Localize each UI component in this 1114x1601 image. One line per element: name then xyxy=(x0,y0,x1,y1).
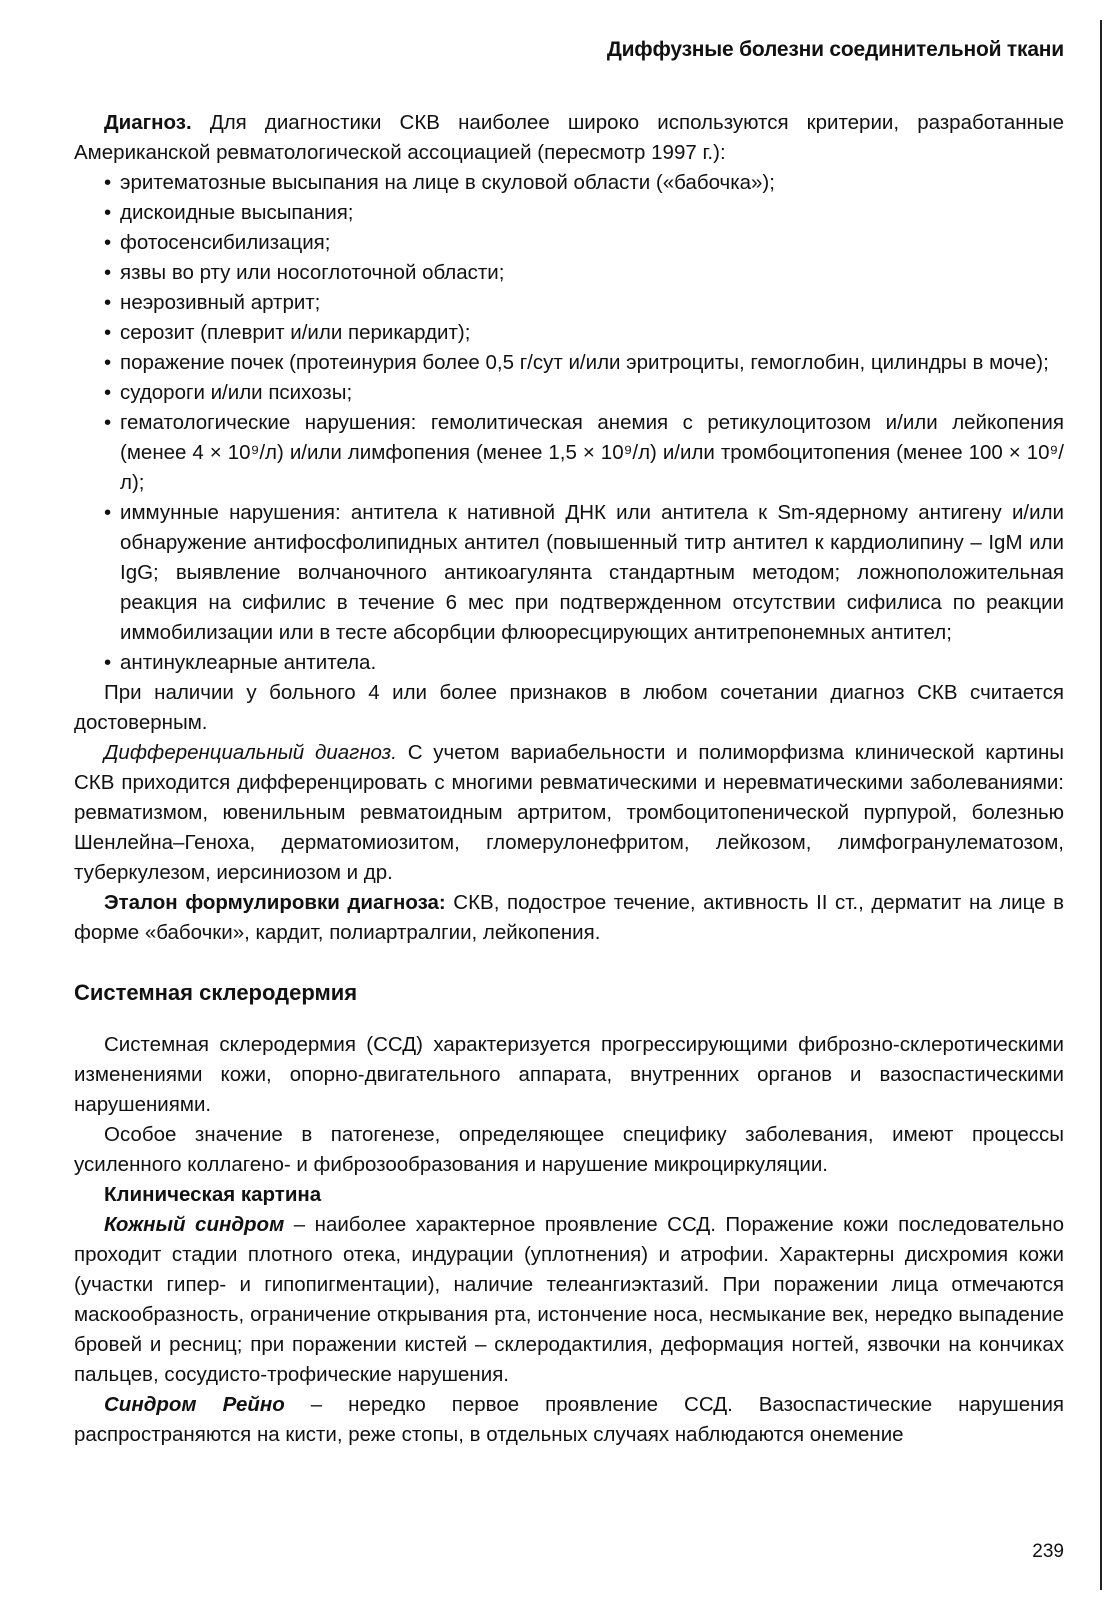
diagnosis-intro xyxy=(74,108,1064,168)
criteria-item: • фотосенсибилизация; xyxy=(74,228,1064,258)
page-number: 239 xyxy=(1032,1541,1064,1562)
book-page xyxy=(74,0,1064,1601)
skin-syndrome-text: – наиболее характерное проявление ССД. Поражение кожи последовательно проходит стадии плотного отека, индурации (уплотнения) и атрофии. Характерны дисхромия кожи (участки гипер- и гипопигментации), наличие телеангиэктазий. При поражении лица отмечаются маскообразность, ограничение открывания рта, истончение носа, несмыкание век, нередко выпадение бровей и ресниц; при поражении кистей – склеродактилия, деформация ногтей, язвочки на кончиках пальцев, сосудисто-трофические нарушения. xyxy=(74,1213,1064,1386)
diagnosis-formulation xyxy=(74,888,1064,948)
formulation-text: СКВ, подострое течение, активность II ст., дерматит на лице в форме «бабочки», кардит, полиартралгии, лейкопения. xyxy=(74,891,1064,944)
raynaud-lead: Синдром Рейно xyxy=(104,1393,285,1416)
criteria-item: • неэрозивный артрит; xyxy=(74,288,1064,318)
scleroderma-definition: Системная склеродермия (ССД) характеризуется прогрессирующими фиброзно-склеротическими изменениями кожи, опорно-двигательного аппарата, внутренних органов и вазоспастическими нарушениями. xyxy=(74,1033,1064,1116)
criteria-item: • поражение почек (протеинурия более 0,5 г/сут и/или эритроциты, гемоглобин, цилиндры в моче); xyxy=(74,348,1064,378)
clinical-picture-heading: Клиническая картина xyxy=(104,1183,322,1206)
diagnosis-intro-text: Для диагностики СКВ наиболее широко используются критерии, разработанные Американской ревматологической ассоциацией (пересмотр 1997 г.): xyxy=(74,111,1064,164)
differential-text: С учетом вариабельности и полиморфизма клинической картины СКВ приходится дифференцировать с многими ревматическими и неревматическими заболеваниями: ревматизмом, ювенильным ревматоидным артритом, тромбоцитопенической пурпурой, болезнью Шенлейна–Геноха, дерматомиозитом, гломерулонефритом, лейкозом, лимфогранулематозом, туберкулезом, иерсиниозом и др. xyxy=(74,741,1064,884)
page-content xyxy=(74,108,1064,1450)
raynaud-text: – нередко первое проявление ССД. Вазоспастические нарушения распространяются на кисти, реже стопы, в отдельных случаях наблюдаются онемение xyxy=(74,1393,1064,1446)
diagnosis-lead: Диагноз. xyxy=(104,111,192,134)
scan-edge-line xyxy=(1100,20,1102,1590)
raynaud-syndrome xyxy=(74,1390,1064,1450)
criteria-item: • дискоидные высыпания; xyxy=(74,198,1064,228)
criteria-list xyxy=(74,168,1064,678)
diagnosis-conclusion: При наличии у больного 4 или более признаков в любом сочетании диагноз СКВ считается достоверным. xyxy=(74,681,1064,734)
criteria-item: • серозит (плеврит и/или перикардит); xyxy=(74,318,1064,348)
criteria-item: • иммунные нарушения: антитела к нативной ДНК или антитела к Sm-ядерному антигену и/или обнаружение антифосфолипидных антител (повышенный титр антител к кардиолипину – IgM или IgG; выявление волчаночного антикоагулянта стандартным методом; ложноположительная реакция на сифилис в течение 6 мес при подтвержденном отсутствии сифилиса по реакции иммобилизации или в тесте абсорбции флюоресцирующих антитрепонемных антител; xyxy=(74,498,1064,648)
formulation-lead: Эталон формулировки диагноза: xyxy=(104,891,446,914)
scleroderma-pathogenesis: Особое значение в патогенезе, определяющее специфику заболевания, имеют процессы усиленного коллагено- и фиброзообразования и нарушение микроциркуляции. xyxy=(74,1123,1064,1176)
criteria-item: • эритематозные высыпания на лице в скуловой области («бабочка»); xyxy=(74,168,1064,198)
section-heading: Системная склеродермия xyxy=(74,980,358,1005)
criteria-item: • язвы во рту или носоглоточной области; xyxy=(74,258,1064,288)
criteria-item: • гематологические нарушения: гемолитическая анемия с ретикулоцитозом и/или лейкопения (менее 4 × 10⁹/л) и/или лимфопения (менее 1,5 × 10⁹/л) и/или тромбоцитопения (менее 100 × 10⁹/л); xyxy=(74,408,1064,498)
skin-syndrome xyxy=(74,1210,1064,1390)
differential-lead: Дифференциальный диагноз. xyxy=(104,741,397,764)
skin-syndrome-lead: Кожный синдром xyxy=(104,1213,285,1236)
differential-diagnosis xyxy=(74,738,1064,888)
criteria-item: • антинуклеарные антитела. xyxy=(74,648,1064,678)
criteria-item: • судороги и/или психозы; xyxy=(74,378,1064,408)
running-header: Диффузные болезни соединительной ткани xyxy=(606,38,1064,61)
